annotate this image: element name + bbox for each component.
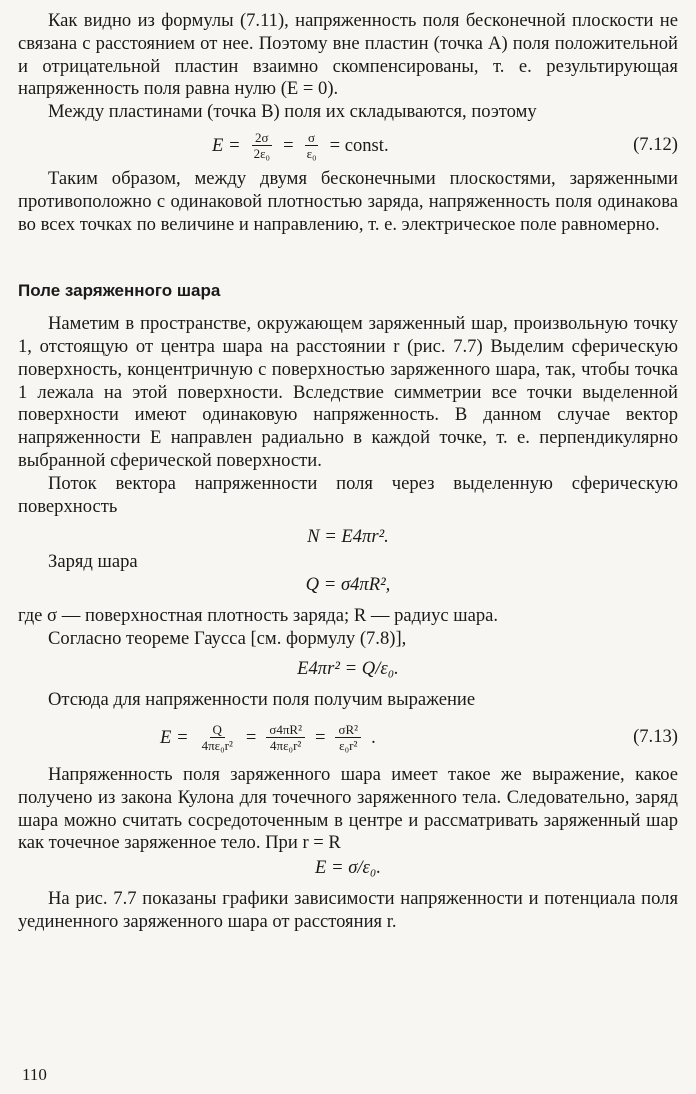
formula-gauss: E4πr² = Q/ε₀. <box>297 658 399 680</box>
formula-7-12-lhs: E = <box>212 134 241 156</box>
paragraph-11: На рис. 7.7 показаны графики зависимости напряженности и потенциала поля уединенного заряженного шара от расстояния r. <box>18 887 678 932</box>
formula-surface: E = σ/ε₀. <box>315 857 381 879</box>
paragraph-3: Таким образом, между двумя бесконечными плоскостями, заряженными противоположно с одинаковой плотностью заряда, напряженность поля одинакова во всех точках по величине и направлению, т. е. электрическое поле равномерно. <box>18 167 678 235</box>
paragraph-4: Наметим в пространстве, окружающем заряженный шар, произвольную точку 1, отстоящую от центра шара на расстоянии r (рис. 7.7) Выделим сферическую поверхность, концентричную с поверхностью заряженного шара, так, чтобы точка 1 лежала на этой поверхности. Вследствие симметрии все точки выделенной поверхности имеют одинаковую напряженность. В данном случае вектор напряженности E направлен радиально в каждой точке, т. е. перпендикулярно выбранной сферической поверхности. <box>18 313 678 471</box>
paragraph-9: Отсюда для напряженности поля получим выражение <box>48 689 476 711</box>
formula-7-12-fraction-2: $\frac{\sigma}{\text{ε₀}}$ <box>306 130 317 162</box>
paragraph-10: Напряженность поля заряженного шара имеет такое же выражение, какое получено из закона Кулона для точечного заряженного тела. Следовательно, заряд шара можно считать сосредоточенным в центре и рассматривать заряженный шар как точечное заряженное тело. При r = R <box>18 763 678 854</box>
paragraph-7: где σ — поверхностная плотность заряда; R — радиус шара. <box>18 604 499 626</box>
section-heading: Поле заряженного шара <box>18 281 221 301</box>
paragraph-6: Заряд шара <box>48 551 138 573</box>
formula-7-13-fraction-1: $\frac{Q}{\text{4πε₀r²}}$ <box>201 722 233 754</box>
formula-7-13-fraction-2: $\frac{\text{σ4πR²}}{\text{4πε₀r²}}$ <box>266 722 305 753</box>
formula-charge: Q = σ4πR², <box>305 573 391 595</box>
formula-7-13-fraction-3: $\frac{\text{σR²}}{\text{ε₀r²}}$ <box>335 722 361 753</box>
paragraph-5: Поток вектора напряженности поля через выделенную сферическую поверхность <box>18 472 678 517</box>
formula-7-13: E = $\frac{Q}{\text{4πε₀r²}}$ = $\frac{\text{σ4πR²}}{\text{4πε₀r²}}$ = $\frac{\text{σR²}}{\text{ε₀r²}}$ . (7.13) <box>160 722 678 754</box>
formula-7-12: E = $\frac{2\sigma}{\text{2ε₀}}$ = $\frac{\sigma}{\text{ε₀}}$ = const. (7.12) <box>212 130 678 162</box>
paragraph-8: Согласно теореме Гаусса [см. формулу (7.8)], <box>48 627 407 649</box>
formula-7-13-lhs: E = <box>160 726 189 748</box>
paragraph-2: Между пластинами (точка B) поля их складываются, поэтому <box>48 101 537 123</box>
formula-7-12-fraction-1: $\frac{2\sigma}{\text{2ε₀}}$ <box>253 130 271 162</box>
page-number: 110 <box>22 1065 47 1084</box>
formula-7-12-rhs: = const. <box>329 134 389 156</box>
paragraph-1: Как видно из формулы (7.11), напряженность поля бесконечной плоскости не связана с расстоянием от нее. Поэтому вне пластин (точка A) поля положительной и отрицательной пластин взаимно скомпенсированы, т. е. результирующая напряженность поля равна нулю (E = 0). <box>18 10 678 100</box>
equation-number-7-12: (7.12) <box>633 133 678 155</box>
page-content <box>18 10 678 934</box>
formula-flux: N = E4πr². <box>307 526 389 548</box>
equation-number-7-13: (7.13) <box>633 725 678 747</box>
